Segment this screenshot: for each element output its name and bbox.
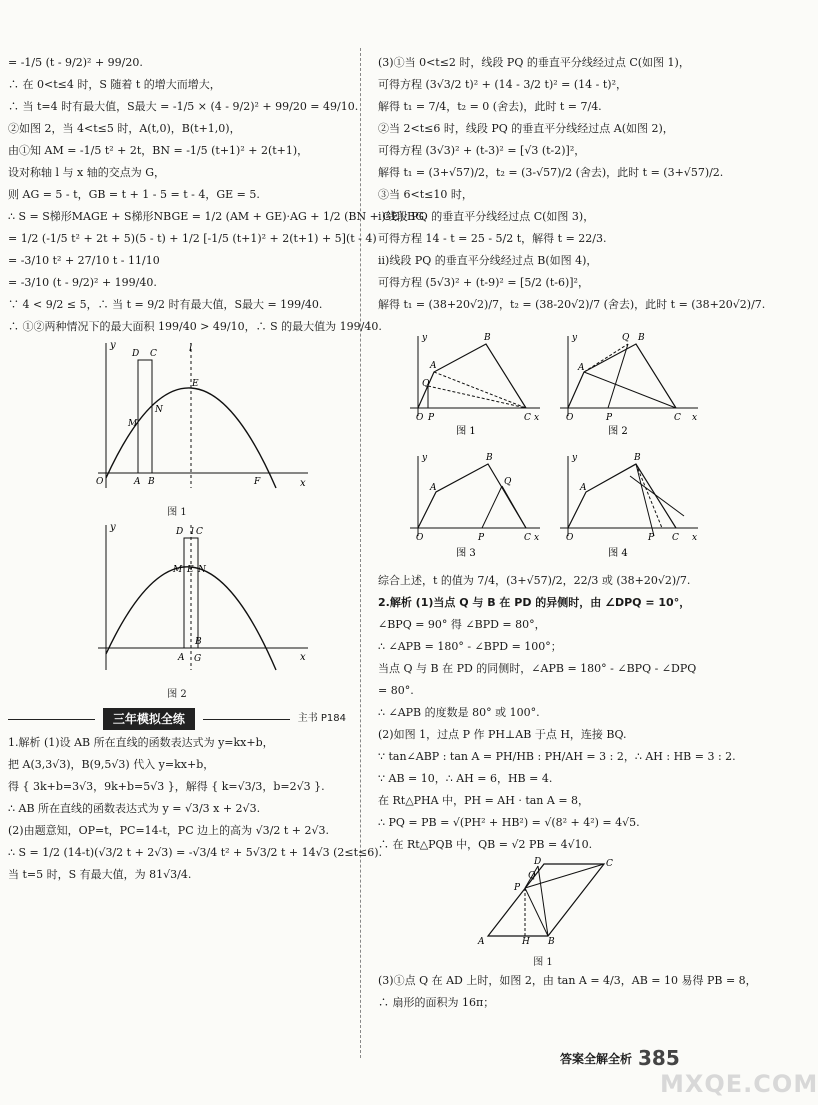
label-e: E — [187, 565, 194, 575]
label-f: F — [254, 477, 261, 487]
parabola-figure-2 — [8, 520, 346, 702]
right-column — [378, 52, 766, 1014]
axis-label-y: y — [110, 340, 116, 351]
svg-text:x: x — [692, 533, 698, 543]
text-line: (3)①当 0<t≤2 时，线段 PQ 的垂直平分线经过点 C(如图 1)， — [378, 56, 690, 69]
label-d: D — [176, 527, 184, 537]
axis-label-x: x — [300, 652, 306, 663]
label-a: A — [178, 653, 185, 663]
svg-text:P: P — [648, 533, 655, 543]
text-line: ∴ 在 Rt△PQB 中，QB = √2 PB = 4√10. — [378, 838, 593, 851]
svg-text:x: x — [692, 413, 698, 423]
svg-text:O: O — [416, 413, 424, 423]
svg-text:x: x — [534, 413, 540, 423]
watermark: MXQE.COM — [660, 1070, 818, 1098]
svg-text:B: B — [486, 453, 493, 463]
text-line: = 1/2 (-1/5 t² + 2t + 5)(5 - t) + 1/2 [-1/5 (t+1)² + 2(t+1) + 5](t - 4) — [8, 232, 377, 245]
section-rule — [203, 719, 290, 720]
svg-text:A: A — [430, 483, 437, 493]
text-line: 解得 t₁ = 7/4，t₂ = 0 (舍去)，此时 t = 7/4. — [378, 100, 602, 113]
quad-figure-1 — [410, 333, 540, 423]
text-line: ∴ AB 所在直线的函数表达式为 y = √3/3 x + 2√3. — [8, 802, 261, 815]
text-line: ∴ ∠APB 的度数是 80° 或 100°. — [378, 706, 540, 719]
label-b: B — [195, 637, 202, 647]
label-c: C — [196, 527, 203, 537]
figure-caption: 图 3 — [456, 548, 476, 559]
svg-text:B: B — [548, 937, 555, 947]
section-ref: 主书 P184 — [297, 713, 346, 724]
svg-text:D: D — [534, 857, 542, 867]
text-line: 在 Rt△PHA 中，PH = AH · tan A = 8， — [378, 794, 590, 807]
text-line: 设对称轴 l 与 x 轴的交点为 G， — [8, 166, 165, 179]
quad-figure-2 — [560, 333, 698, 423]
svg-text:O: O — [566, 413, 574, 423]
figure-caption: 图 2 — [608, 426, 628, 437]
text-line: ∴ PQ = PB = √(PH² + HB²) = √(8² + 4²) = 4√5. — [378, 816, 640, 829]
label-b: B — [148, 477, 155, 487]
parabola-curve — [106, 567, 276, 670]
text-line: ∴ 在 0<t≤4 时，S 随着 t 的增大而增大， — [8, 78, 221, 91]
text-line: ∴ S = S梯形MAGE + S梯形NBGE = 1/2 (AM + GE)·AG + 1/2 (BN + GE)·BG — [8, 210, 425, 223]
text-line: = -3/10 (t - 9/2)² + 199/40. — [8, 276, 157, 289]
text-line: ∵ AB = 10，∴ AH = 6，HB = 4. — [378, 772, 553, 785]
label-e: E — [192, 379, 199, 389]
section-rule — [8, 719, 95, 720]
text-line: = -3/10 t² + 27/10 t - 11/10 — [8, 254, 160, 267]
axis-label-x: x — [300, 478, 306, 489]
rectangle-abcd — [138, 360, 152, 473]
section-title: 三年模拟全练 — [103, 708, 195, 730]
parallelogram-figure-svg — [378, 856, 708, 948]
page-footer — [560, 1046, 680, 1070]
text-line: 2.解析 (1)当点 Q 与 B 在 PD 的异侧时，由 ∠DPQ = 10°， — [378, 596, 691, 609]
svg-text:C: C — [672, 533, 679, 543]
label-n: N — [155, 405, 163, 415]
label-d: D — [132, 349, 140, 359]
label-c: C — [150, 349, 157, 359]
text-line: 则 AG = 5 - t，GB = t + 1 - 5 = t - 4，GE = 5. — [8, 188, 260, 201]
text-line: = 80°. — [378, 684, 414, 697]
label-n: N — [198, 565, 206, 575]
label-m: M — [128, 419, 138, 429]
svg-text:P: P — [428, 413, 435, 423]
text-line: ②当 2<t≤6 时，线段 PQ 的垂直平分线经过点 A(如图 2)， — [378, 122, 674, 135]
text-line: 当 t=5 时，S 有最大值，为 81√3/4. — [8, 868, 192, 881]
text-line: = -1/5 (t - 9/2)² + 99/20. — [8, 56, 143, 69]
text-line: ii)线段 PQ 的垂直平分线经过点 B(如图 4)， — [378, 254, 598, 267]
svg-text:C: C — [524, 413, 531, 423]
svg-text:C: C — [606, 859, 613, 869]
text-line: ∴ 当 t=4 时有最大值，S最大 = -1/5 × (4 - 9/2)² + 99/20 = 49/10. — [8, 100, 359, 113]
parabola-figure-1-svg — [8, 338, 346, 498]
text-line: ∴ ①②两种情况下的最大面积 199/40 > 49/10，∴ S 的最大值为 199/40. — [8, 320, 382, 333]
svg-text:O: O — [416, 533, 424, 543]
column-divider — [360, 48, 361, 1058]
section-header — [8, 708, 346, 730]
parallelogram-figure — [378, 856, 708, 970]
svg-text:y: y — [572, 453, 578, 463]
svg-text:Q: Q — [422, 379, 430, 389]
label-a: A — [134, 477, 141, 487]
text-line: 把 A(3,3√3)，B(9,5√3) 代入 y=kx+b， — [8, 758, 215, 771]
svg-text:C: C — [524, 533, 531, 543]
figure-caption: 图 1 — [456, 426, 476, 437]
text-line: ∵ 4 < 9/2 ≤ 5，∴ 当 t = 9/2 时有最大值，S最大 = 199/40. — [8, 298, 323, 311]
page-number: 385 — [638, 1046, 680, 1070]
label-g: G — [194, 654, 202, 664]
figure-caption: 图 2 — [167, 689, 187, 700]
svg-text:O: O — [566, 533, 574, 543]
text-line: 可得方程 (5√3)² + (t-9)² = [5/2 (t-6)]²， — [378, 276, 589, 289]
text-line: 可得方程 (3√3)² + (t-3)² = [√3 (t-2)]²， — [378, 144, 586, 157]
figure-caption: 图 1 — [167, 507, 187, 518]
svg-text:C: C — [674, 413, 681, 423]
text-line: (2)由题意知，OP=t，PC=14-t，PC 边上的高为 √3/2 t + 2√3. — [8, 824, 329, 837]
svg-text:A: A — [578, 363, 585, 373]
label-l: l — [191, 527, 194, 537]
text-line: ②如图 2，当 4<t≤5 时，A(t,0)，B(t+1,0)， — [8, 122, 241, 135]
quad-figures — [378, 316, 708, 562]
text-line: 当点 Q 与 B 在 PD 的同侧时，∠APB = 180° - ∠BPQ - ∠DPQ — [378, 662, 697, 675]
svg-text:P: P — [606, 413, 613, 423]
text-line: ∵ tan∠ABP : tan A = PH/HB : PH/AH = 3 : 2，∴ AH : HB = 3 : 2. — [378, 750, 736, 763]
svg-text:A: A — [430, 361, 437, 371]
svg-text:P: P — [478, 533, 485, 543]
svg-text:Q: Q — [622, 333, 630, 343]
text-line: ∠BPQ = 90° 得 ∠BPD = 80°， — [378, 618, 546, 631]
text-line: i)线段 PQ 的垂直平分线经过点 C(如图 3)， — [378, 210, 595, 223]
parabola-figure-2-svg — [8, 520, 346, 680]
text-line: (3)①点 Q 在 AD 上时，如图 2，由 tan A = 4/3，AB = 10 易得 PB = 8， — [378, 974, 757, 987]
text-line: (2)如图 1，过点 P 作 PH⊥AB 于点 H，连接 BQ. — [378, 728, 627, 741]
svg-text:H: H — [522, 937, 530, 947]
quad-figure-4 — [560, 453, 698, 543]
text-line: ∴ 扇形的面积为 16π； — [378, 996, 495, 1009]
label-o: O — [96, 477, 104, 487]
svg-text:Q: Q — [504, 477, 512, 487]
svg-text:y: y — [422, 453, 428, 463]
figure-caption: 图 4 — [608, 548, 628, 559]
svg-text:B: B — [638, 333, 645, 343]
figure-caption: 图 1 — [533, 957, 553, 968]
svg-text:y: y — [422, 333, 428, 343]
text-line: 可得方程 14 - t = 25 - 5/2 t，解得 t = 22/3. — [378, 232, 607, 245]
text-line: 可得方程 (3√3/2 t)² + (14 - 3/2 t)² = (14 - t)²， — [378, 78, 627, 91]
text-line: 由①知 AM = -1/5 t² + 2t，BN = -1/5 (t+1)² + 2(t+1)， — [8, 144, 309, 157]
label-l: l — [189, 343, 193, 354]
text-line: ③当 6<t≤10 时， — [378, 188, 473, 201]
svg-text:A: A — [580, 483, 587, 493]
text-line: 解得 t₁ = (3+√57)/2，t₂ = (3-√57)/2 (舍去)，此时 t = (3+√57)/2. — [378, 166, 724, 179]
svg-text:A: A — [478, 937, 485, 947]
svg-text:P: P — [514, 883, 521, 893]
text-line: 得 { 3k+b=3√3，9k+b=5√3 }，解得 { k=√3/3，b=2√3 }. — [8, 780, 325, 793]
text-line: 综合上述，t 的值为 7/4，(3+√57)/2，22/3 或 (38+20√2)/7. — [378, 574, 691, 587]
svg-text:B: B — [484, 333, 491, 343]
footer-label: 答案全解全析 — [560, 1051, 633, 1066]
parabola-figure-1 — [8, 338, 346, 520]
svg-text:B: B — [634, 453, 641, 463]
svg-text:Q: Q — [528, 871, 536, 881]
label-m: M — [173, 565, 183, 575]
quad-figure-3 — [410, 453, 540, 543]
axis-label-y: y — [110, 522, 116, 533]
svg-text:y: y — [572, 333, 578, 343]
text-line: ∴ ∠APB = 180° - ∠BPD = 100°； — [378, 640, 562, 653]
text-line: 解得 t₁ = (38+20√2)/7，t₂ = (38-20√2)/7 (舍去)，此时 t = (38+20√2)/7. — [378, 298, 766, 311]
svg-text:x: x — [534, 533, 540, 543]
text-line: ∴ S = 1/2 (14-t)(√3/2 t + 2√3) = -√3/4 t² + 5√3/2 t + 14√3 (2≤t≤6). — [8, 846, 383, 859]
text-line: 1.解析 (1)设 AB 所在直线的函数表达式为 y=kx+b， — [8, 736, 274, 749]
